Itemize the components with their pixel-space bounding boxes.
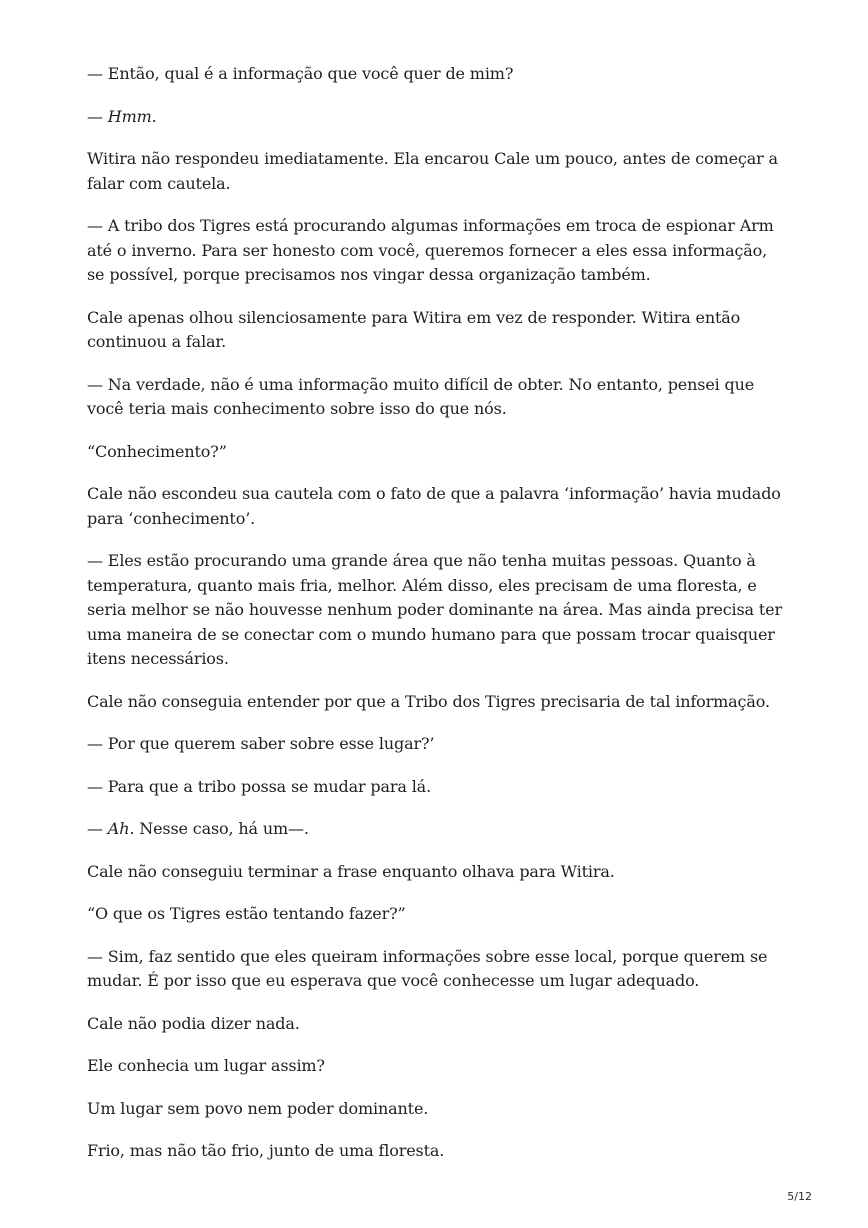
paragraph-text: Cale apenas olhou silenciosamente para Witira em vez de responder. Witira então continuou a falar. — [87, 307, 741, 351]
paragraph — [87, 1097, 787, 1122]
paragraph-text: — — [87, 819, 108, 838]
paragraph — [87, 214, 787, 288]
paragraph — [87, 62, 787, 87]
paragraph-text: — Sim, faz sentido que eles queiram informações sobre esse local, porque querem se mudar. É por isso que eu esperava que você conhecesse um lugar adequado. — [87, 946, 768, 990]
paragraph — [87, 482, 787, 531]
paragraph-text: — Para que a tribo possa se mudar para lá. — [87, 776, 432, 796]
paragraph-text: — — [87, 106, 108, 126]
paragraph — [87, 690, 787, 715]
paragraph-text: — A tribo dos Tigres está procurando algumas informações em troca de espionar Arm até o inverno. Para ser honesto com você, queremos fornecer a eles essa informação, se possível, porque precisamos nos vingar dessa organização também. — [87, 216, 774, 284]
paragraph-text: Cale não conseguiu terminar a frase enquanto olhava para Witira. — [87, 861, 615, 881]
paragraph-text: “O que os Tigres estão tentando fazer?” — [87, 904, 406, 923]
paragraph-text: Cale não conseguia entender por que a Tribo dos Tigres precisaria de tal informação. — [87, 691, 770, 711]
italic-text: Hmm. — [107, 106, 157, 126]
paragraph — [87, 902, 787, 927]
paragraph — [87, 945, 787, 994]
paragraph — [87, 1054, 787, 1079]
paragraph-text: — Eles estão procurando uma grande área que não tenha muitas pessoas. Quanto à temperatura, quanto mais fria, melhor. Além disso, eles precisam de uma floresta, e seria melhor se não houvesse nenhum poder dominante na área. Mas ainda precisa ter uma maneira de se conectar com o mundo humano para que possam trocar quaisquer itens necessários. — [87, 551, 782, 668]
paragraph — [87, 1012, 787, 1037]
paragraph — [87, 306, 787, 355]
paragraph-text: Um lugar sem povo nem poder dominante. — [87, 1098, 429, 1118]
paragraph — [87, 373, 787, 422]
paragraph — [87, 1139, 787, 1164]
paragraph-text: Ele conhecia um lugar assim? — [87, 1056, 325, 1075]
paragraph-text: — Então, qual é a informação que você quer de mim? — [87, 64, 514, 83]
paragraph — [87, 549, 787, 672]
page-number: 5/12 — [787, 1190, 812, 1203]
paragraph — [87, 775, 787, 800]
paragraph-text: Witira não respondeu imediatamente. Ela encarou Cale um pouco, antes de começar a falar com cautela. — [87, 149, 778, 193]
italic-text: Ah — [107, 819, 130, 838]
paragraph-text: Cale não escondeu sua cautela com o fato de que a palavra ‘informação’ havia mudado para ‘conhecimento’. — [87, 484, 781, 528]
paragraph-text: “Conhecimento?” — [87, 441, 227, 461]
paragraph-text: — Por que querem saber sobre esse lugar?’ — [87, 734, 435, 753]
document-body — [87, 62, 787, 1182]
paragraph-text: Frio, mas não tão frio, junto de uma floresta. — [87, 1141, 445, 1160]
paragraph-text: — Na verdade, não é uma informação muito difícil de obter. No entanto, pensei que você teria mais conhecimento sobre isso do que nós. — [87, 374, 755, 418]
paragraph — [87, 147, 787, 196]
paragraph-text: Cale não podia dizer nada. — [87, 1013, 300, 1033]
paragraph — [87, 105, 787, 130]
paragraph-text: . Nesse caso, há um—. — [129, 819, 309, 838]
paragraph — [87, 440, 787, 465]
paragraph — [87, 817, 787, 842]
paragraph — [87, 860, 787, 885]
paragraph — [87, 732, 787, 757]
